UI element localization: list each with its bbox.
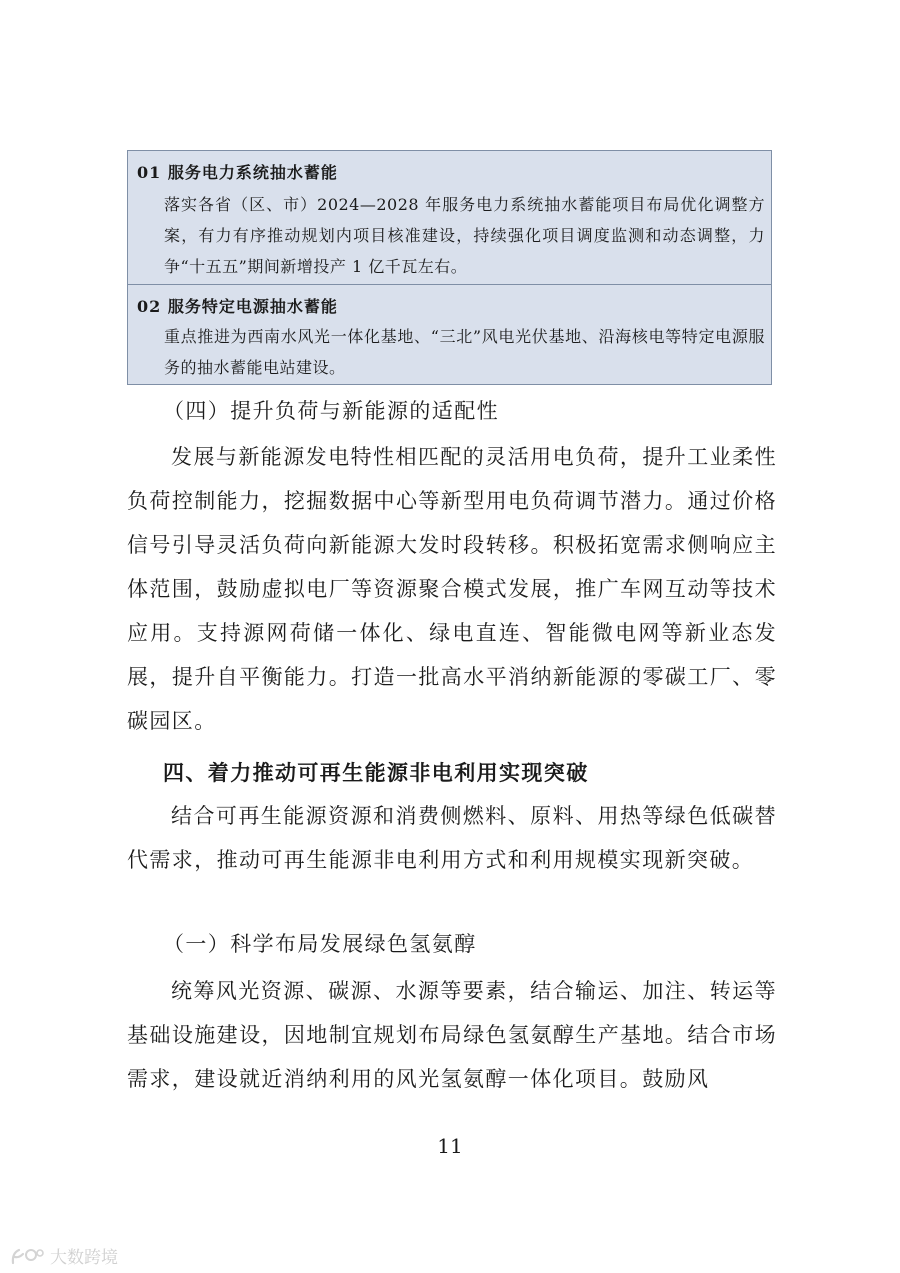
callout-title: 02 服务特定电源抽水蓄能 (137, 297, 338, 316)
watermark-text: 大数跨境 (50, 1248, 118, 1268)
callout-title: 01 服务电力系统抽水蓄能 (137, 163, 338, 182)
callout-box-02 (127, 285, 772, 385)
callout-body: 落实各省（区、市）2024—2028 年服务电力系统抽水蓄能项目布局优化调整方案，有力有序推动规划内项目核准建设，持续强化项目调度监测和动态调整，力争“十五五”期间新增投产 1 亿千瓦左右。 (164, 195, 765, 276)
page-number: 11 (437, 1134, 463, 1158)
body-paragraph: 统筹风光资源、碳源、水源等要素，结合输运、加注、转运等基础设施建设，因地制宜规划布局绿色氢氨醇生产基地。结合市场需求，建设就近消纳利用的风光氢氨醇一体化项目。鼓励风 (127, 979, 777, 1091)
body-paragraph: 发展与新能源发电特性相匹配的灵活用电负荷，提升工业柔性负荷控制能力，挖掘数据中心等新型用电负荷调节潜力。通过价格信号引导灵活负荷向新能源大发时段转移。积极拓宽需求侧响应主体范围，鼓励虚拟电厂等资源聚合模式发展，推广车网互动等技术应用。支持源网荷储一体化、绿电直连、智能微电网等新业态发展，提升自平衡能力。打造一批高水平消纳新能源的零碳工厂、零碳园区。 (127, 445, 777, 733)
callout-body: 重点推进为西南水风光一体化基地、“三北”风电光伏基地、沿海核电等特定电源服务的抽水蓄能电站建设。 (164, 327, 765, 377)
callout-box-01 (127, 150, 772, 285)
watermark-logo-icon (10, 1245, 44, 1267)
body-paragraph: 结合可再生能源资源和消费侧燃料、原料、用热等绿色低碳替代需求，推动可再生能源非电利用方式和利用规模实现新突破。 (127, 804, 777, 872)
watermark (10, 1243, 118, 1268)
subheading-1: （一）科学布局发展绿色氢氨醇 (163, 932, 477, 956)
subheading-4: （四）提升负荷与新能源的适配性 (163, 399, 499, 423)
section-heading: 四、着力推动可再生能源非电利用实现突破 (163, 760, 589, 785)
